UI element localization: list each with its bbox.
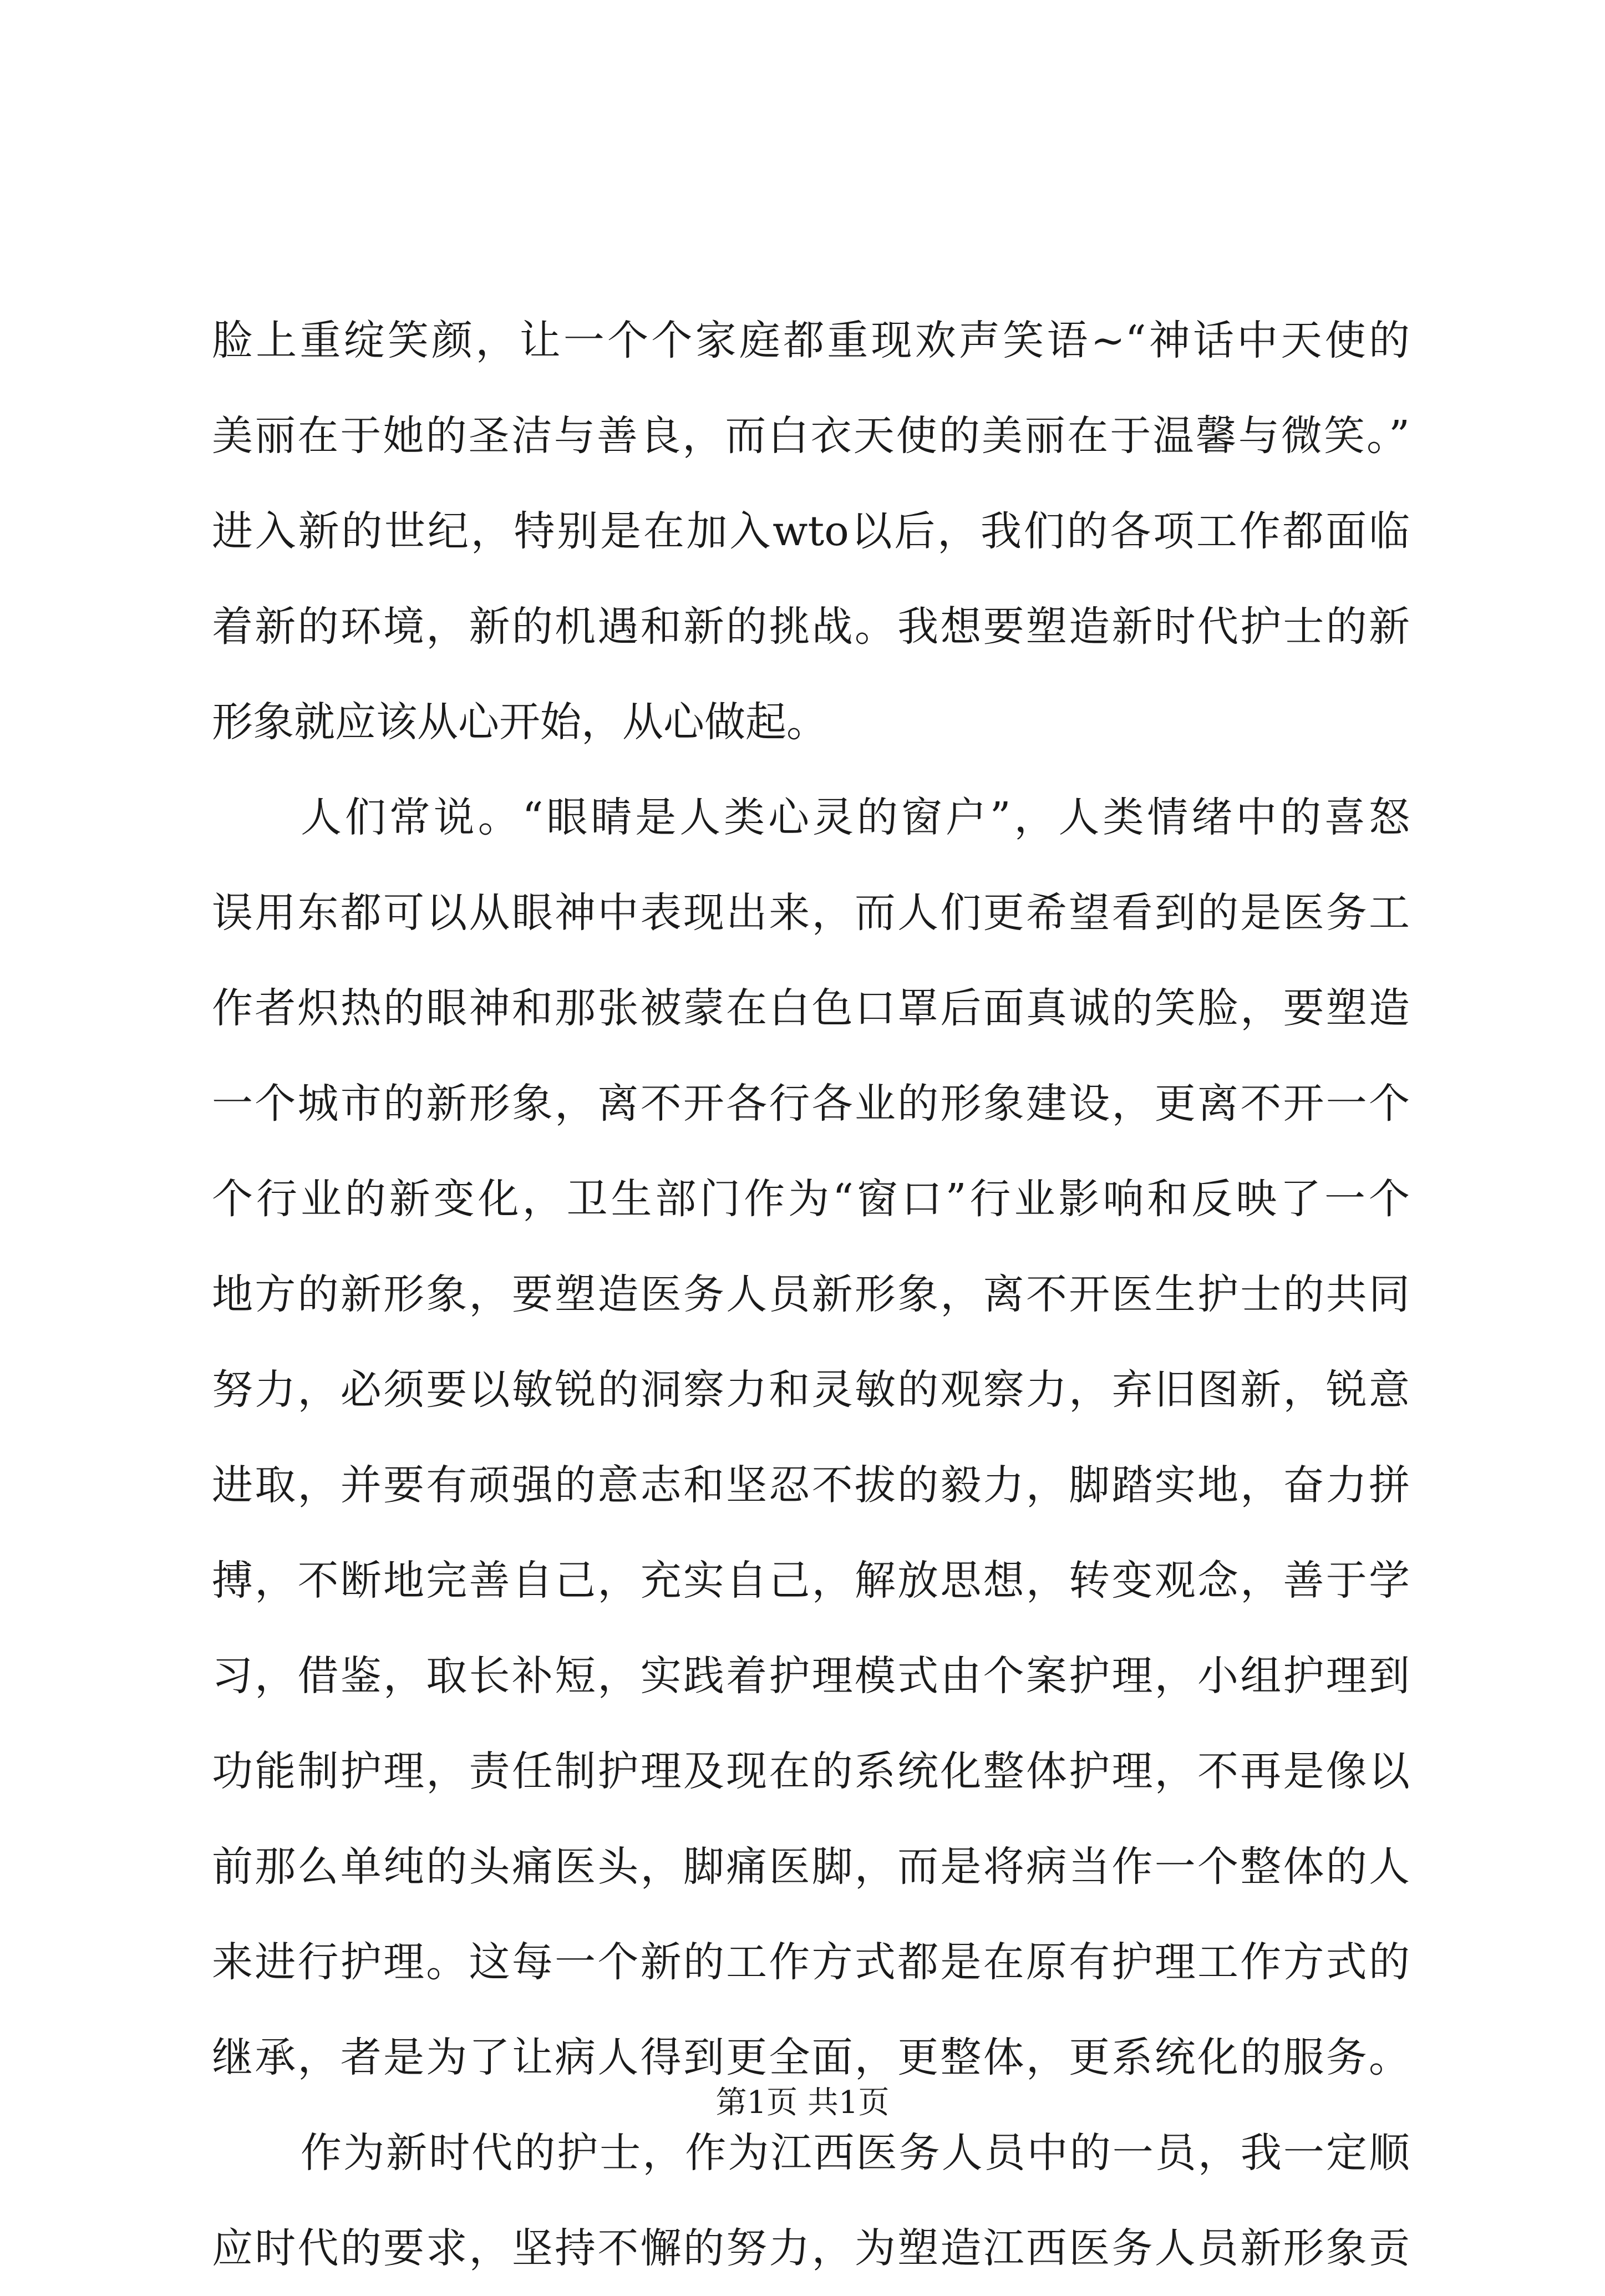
text-line: 脸上重绽笑颜，让一个个家庭都重现欢声笑语~“神话中天使的 — [212, 317, 1410, 364]
text-line: 进取，并要有顽强的意志和坚忍不拔的毅力，脚踏实地，奋力拼 — [212, 1461, 1410, 1509]
text-line: 美丽在于她的圣洁与善良，而白衣天使的美丽在于温馨与微笑。” — [212, 412, 1410, 460]
text-line: 应时代的要求，坚持不懈的努力，为塑造江西医务人员新形象贡 — [212, 2224, 1410, 2272]
text-line: 个行业的新变化，卫生部门作为“窗口”行业影响和反映了一个 — [212, 1175, 1410, 1223]
text-line: 功能制护理，责任制护理及现在的系统化整体护理，不再是像以 — [212, 1748, 1410, 1795]
text-line: 误用东都可以从眼神中表现出来，而人们更希望看到的是医务工 — [212, 889, 1410, 937]
page-number-footer: 第1页 共1页 — [715, 2085, 890, 2121]
text-line: 继承，者是为了让病人得到更全面，更整体，更系统化的服务。 — [212, 2034, 1410, 2081]
text-line: 习，借鉴，取长补短，实践着护理模式由个案护理，小组护理到 — [212, 1652, 1410, 1700]
text-line: 作为新时代的护士，作为江西医务人员中的一员，我一定顺 — [301, 2129, 1410, 2177]
text-line: 进入新的世纪，特别是在加入wto以后，我们的各项工作都面临 — [212, 507, 1410, 555]
text-line: 地方的新形象，要塑造医务人员新形象，离不开医生护士的共同 — [212, 1271, 1410, 1318]
text-line: 努力，必须要以敏锐的洞察力和灵敏的观察力，弃旧图新，锐意 — [212, 1366, 1410, 1414]
text-line: 作者炽热的眼神和那张被蒙在白色口罩后面真诚的笑脸，要塑造 — [212, 984, 1410, 1032]
document-body — [212, 293, 1410, 2296]
text-line: 一个城市的新形象，离不开各行各业的形象建设，更离不开一个 — [212, 1080, 1410, 1127]
text-line: 着新的环境，新的机遇和新的挑战。我想要塑造新时代护士的新 — [212, 603, 1410, 651]
text-line: 人们常说。“眼睛是人类心灵的窗户”，人类情绪中的喜怒 — [301, 794, 1410, 841]
text-line: 搏，不断地完善自己，充实自己，解放思想，转变观念，善于学 — [212, 1557, 1410, 1604]
text-line: 来进行护理。这每一个新的工作方式都是在原有护理工作方式的 — [212, 1938, 1410, 1986]
text-line: 形象就应该从心开始，从心做起。 — [212, 698, 827, 746]
text-line: 前那么单纯的头痛医头，脚痛医脚，而是将病当作一个整体的人 — [212, 1843, 1410, 1891]
